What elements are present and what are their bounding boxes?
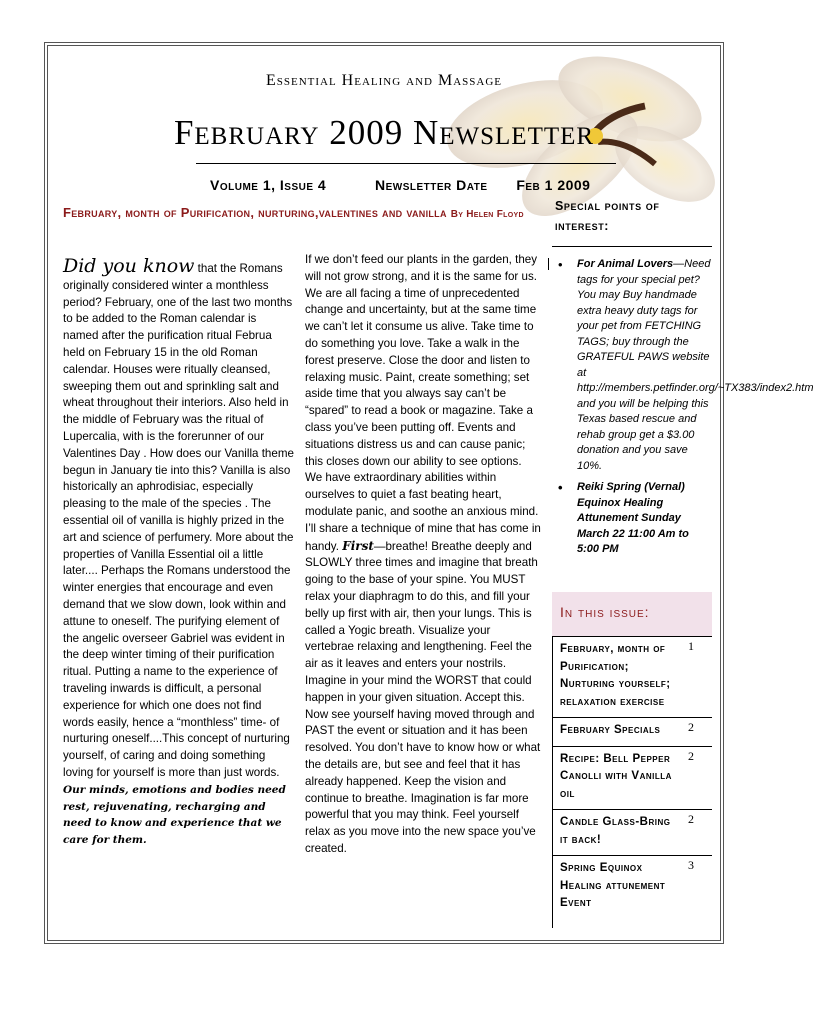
toc-item[interactable] — [552, 718, 712, 747]
article-byline: By Helen Floyd — [450, 209, 524, 220]
toc-page: 2 — [688, 748, 694, 763]
column-1-text: that the Romans originally considered winter a monthless period? February, one of the last two months to be added to the Roman calendar is named after the purification ritual Februa held on February 15 in the old Roman calendar. Houses were ritually cleansed, sweeping them out and sprinkling salt and wheat throughout their interiors. Also held in the middle of February was the ritual of Lupercalia, with is the forerunner of our Valentines Day . How does our Vanilla theme begun in January tie into this? Vanilla is also historically an aphrodisiac, especially pleasing to the male of the species . The essential oil of vanilla is highly prized in the art and science of perfumery. More about the properties of Vanilla Essential oil a little later.... Perhaps the Romans understood the winter energies that encourage and even demand that we slow down, look within and attune to oneself. The purifying element of the angelic overseer Gabriel was evident in the deep winter timing of their purification ritual. Putting a name to the experience of traveling inwards is difficult, a personal experience for which one does not find words easily, hence a “monthless” time- of nurturing oneself....This concept of nurturing yourself, of caring and doing something loving for yourself is more than just words. — [63, 262, 294, 779]
in-this-issue-box — [552, 592, 712, 636]
newsletter-date-label: Newsletter Date — [374, 177, 488, 193]
toc-item[interactable] — [552, 747, 712, 811]
toc-label: Candle Glass-Bring it back! — [560, 816, 671, 846]
special-points-list — [552, 257, 814, 558]
bullet-text: Reiki Spring (Vernal) Equinox Healing Attunement Sunday March 22 11:00 Am to 5:00 PM — [577, 481, 689, 555]
sidebar-divider — [548, 258, 549, 270]
toc-label: Spring Equinox Healing attunement Event — [560, 862, 666, 909]
column-2-text-a: If we don’t feed our plants in the garden, they will not grow strong, and it is the same for us. We are all facing a time of unprecedented change and uncertainty, but at the same time we can’t let it consume us alive. Take time to do something you love. Take a walk in the forest preserve. Close the door and listen to relaxing music. Paint, create something; set aside time that you always say can’t be “spared” to read a book or magazine. Take a class you’ve been putting off. Events and situations distress us and can cause panic; this closes down our ability to see options. We have extraordinary abilities within ourselves to quiet a fast beating heart, modulate panic, and soothe an anxious mind. I’ll share a technique of mine that has come in handy. — [305, 253, 541, 553]
bullet-text: —Need tags for your special pet? You may Buy handmade extra heavy duty tags for your pet from FETCHING TAGS; buy through the GRATEFUL PAWS website at http://members.petfinder.org/~TX383/index2.htm and you will be helping this Texas based rescue and rehab group get a $3.00 donation and you save 10%. — [577, 258, 814, 472]
toc-label: Recipe: Bell Pepper Canolli with Vanilla oil — [560, 752, 672, 800]
toc-label: February Specials — [560, 724, 661, 736]
table-of-contents — [552, 636, 712, 919]
list-item — [556, 480, 712, 558]
title-rule — [196, 163, 616, 164]
toc-item[interactable] — [552, 810, 712, 856]
toc-page: 1 — [688, 639, 694, 653]
special-points-heading: Special points of interest: — [555, 199, 660, 233]
script-lead: Did you know — [63, 255, 195, 277]
script-closing: Our minds, emotions and bodies need rest, rejuvenating, recharging and need to know and experience that we care for them. — [63, 783, 286, 847]
newsletter-date: Feb 1 2009 — [516, 177, 591, 193]
toc-item[interactable] — [552, 856, 712, 919]
first-script: First — [342, 538, 374, 553]
article-title — [63, 203, 543, 225]
toc-item[interactable] — [552, 636, 712, 718]
newsletter-title: February 2009 Newsletter — [173, 113, 595, 152]
article-column-1 — [63, 255, 295, 849]
bullet-title: For Animal Lovers — [577, 258, 674, 270]
sidebar-rule — [552, 246, 712, 247]
column-2-text-b: —breathe! Breathe deeply and SLOWLY three times and imagine that breath going to the base of your spine. You MUST relax your diaphragm to do this, and fill your belly up first with air, then your lungs. This is called a Yogic breath. Visualize your vertebrae relaxing and lengthening. Feel the air as it leaves and enters your nostrils. Imagine in your mind the WORST that could happen in your given situation. Accept this. Now see yourself having moved through and PAST the event or situation and it has been resolved. You don’t have to know how or what the details are, but see and feel that it has already happened. Keep the vision and continue to breathe. Imagination is far more powerful that you may think. Feel yourself relax as you move into the new space you’ve created. — [305, 539, 541, 855]
toc-label: February, month of Purification; Nurturing yourself; relaxation exercise — [560, 643, 671, 708]
volume-line — [210, 177, 650, 193]
volume-issue: Volume 1, Issue 4 — [210, 177, 327, 193]
list-item — [556, 257, 814, 474]
article-heading: February, month of Purification, nurturing,valentines and vanilla — [63, 205, 447, 220]
toc-page: 3 — [688, 858, 694, 872]
toc-page: 2 — [688, 812, 694, 826]
toc-page: 2 — [688, 720, 694, 734]
sidebar — [552, 196, 814, 564]
organization-name: Essential Healing and Massage — [265, 72, 503, 89]
in-this-issue-title: In this issue: — [560, 604, 650, 620]
article-column-2 — [305, 252, 541, 858]
